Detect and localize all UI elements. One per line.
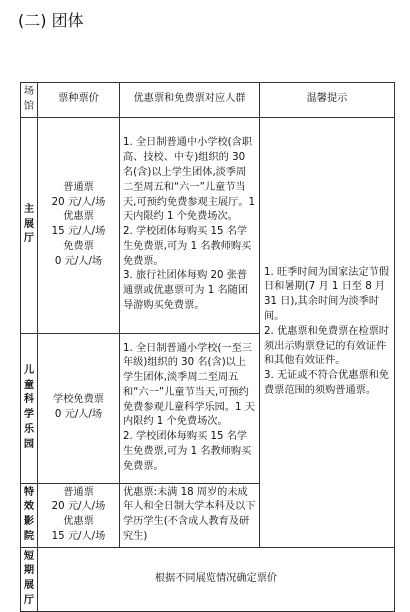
- header-tips: 温馨提示: [260, 83, 395, 118]
- hall-name: 儿童科学乐园: [21, 333, 38, 483]
- hall-name: 短期展厅: [21, 547, 38, 611]
- benefit-item: 优惠票:未满 18 周岁的未成年人和全日制大学本科及以下学历学生(不含成人教育及研究生): [123, 486, 256, 542]
- benefit-text: [120, 483, 260, 547]
- ticket-line: 0 元/人/场: [54, 409, 103, 421]
- hall-name: 主展厅: [21, 117, 38, 333]
- table-row: [21, 547, 395, 611]
- benefit-item: 3. 旅行社团体每购 20 张普通票或优惠票可为 1 名随团导游购买免费票。: [123, 270, 249, 311]
- ticket-line: 15 元/人/场: [51, 530, 106, 542]
- tip-item: 2. 优惠票和免费票在检票时须出示购票登记的有效证件和其他有效证件。: [264, 325, 390, 367]
- tip-item: 1. 旺季时间为国家法定节假日和暑期(7 月 1 日至 8 月 31 日),其余时间为淡季时间。: [264, 266, 390, 322]
- benefit-text: [120, 333, 260, 483]
- group-ticket-table: [20, 82, 395, 612]
- ticket-prices: [38, 117, 120, 333]
- ticket-prices: [38, 333, 120, 483]
- benefit-item: 2. 学校团体每购买 15 名学生免费票,可为 1 名教师购买免费票。: [123, 431, 252, 472]
- ticket-line: 0 元/人/场: [54, 255, 103, 267]
- ticket-line: 优惠票: [63, 516, 94, 528]
- ticket-line: 学校免费票: [53, 394, 104, 406]
- header-benefit: 优惠票和免费票对应人群: [120, 83, 260, 118]
- benefit-item: 2. 学校团体每购买 15 名学生免费票,可为 1 名教师购买免费票。: [123, 226, 252, 267]
- tips-cell: [260, 117, 395, 547]
- benefit-item: 1. 全日制普通中小学校(含职高、技校、中专)组织的 30 名(含)以上学生团体,淡季周二至周五和“六一”儿童节当天,可预约免费参观主展厅。1 天内限约 1 个免费场次。: [123, 137, 255, 223]
- ticket-prices: [38, 483, 120, 547]
- table-row: [21, 117, 395, 333]
- ticket-line: 免费票: [63, 240, 94, 252]
- hall-name: 特效影院: [21, 483, 38, 547]
- ticket-line: 普通票: [63, 181, 94, 193]
- benefit-text: [120, 117, 260, 333]
- table-header-row: [21, 83, 395, 118]
- ticket-line: 15 元/人/场: [51, 226, 106, 238]
- ticket-line: 20 元/人/场: [51, 196, 106, 208]
- tip-item: 3. 无证或不符合优惠票和免费票范围的须购普通票。: [264, 370, 390, 396]
- section-heading: (二) 团体: [18, 11, 84, 30]
- header-hall: 场馆: [21, 83, 38, 118]
- header-ticket: 票种票价: [38, 83, 120, 118]
- ticket-line: 普通票: [63, 486, 94, 498]
- benefit-item: 1. 全日制普通小学校(一至三年级)组织的 30 名(含)以上学生团体,淡季周二至周五和“六一”儿童节当天,可预约免费参观儿童科学乐园。1 天内限约 1 个免费场次。: [123, 342, 255, 428]
- merged-price-note: 根据不同展览情况确定票价: [38, 547, 395, 611]
- ticket-line: 20 元/人/场: [51, 501, 106, 513]
- ticket-line: 优惠票: [63, 211, 94, 223]
